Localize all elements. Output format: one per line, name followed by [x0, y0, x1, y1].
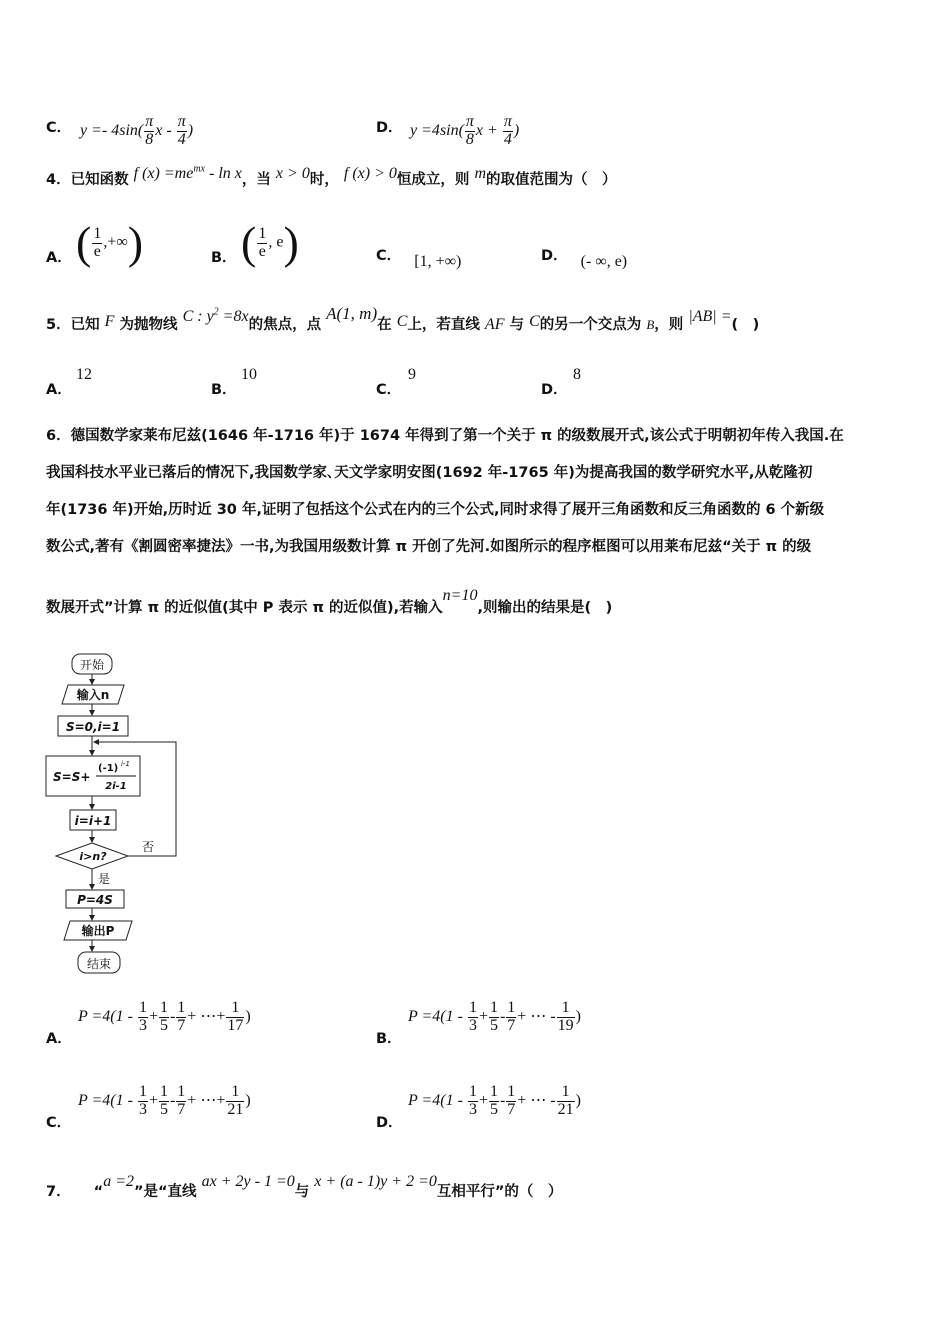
flow-compute-text: P=4S — [77, 893, 113, 907]
option-label: D． — [541, 382, 568, 398]
option-label: C． — [376, 382, 402, 398]
math-expression: P =4(1 - $\frac{1}{3}$ + $\frac{1}{5}$ - $\frac{1}{7}$ + ⋯+ $\frac{1}{21}$ ) — [78, 1083, 251, 1118]
math-expression: P =4(1 - $\frac{1}{3}$ + $\frac{1}{5}$ - $\frac{1}{7}$ + ⋯ - $\frac{1}{21}$ ) — [408, 1083, 581, 1118]
flow-assign-sup: i-1 — [121, 760, 130, 768]
option-label: C． — [46, 1115, 72, 1131]
option-label: B． — [211, 382, 237, 398]
flow-no-label: 否 — [142, 840, 155, 854]
flow-init-text: S=0,i=1 — [65, 720, 121, 734]
option-label: A． — [46, 382, 72, 398]
question-4-stem: 4．已知函数 f $(x) =me^{mx} - \ln x$，当 x > 0时， f (x) > 0恒成立，则 m的取值范围为（ ） — [46, 163, 617, 188]
math-expression: y =- 4sin( $\frac{\pi}{8}$ x - $\frac{\pi}{4}$ ) — [80, 113, 194, 148]
math-expression: (- ∞, e) — [580, 253, 628, 270]
q4-option-c[interactable] — [376, 244, 462, 270]
flow-start-text: 开始 — [79, 658, 105, 672]
flow-increment-text: i=i+1 — [74, 814, 112, 828]
option-label: A． — [46, 1031, 72, 1047]
option-label: D． — [376, 1115, 403, 1131]
option-value: 10 — [241, 366, 257, 383]
question-7-stem: 7． “a =2”是“直线 ax + 2y - 1 =0与 x + (a - 1)y + 2 =0互相平行”的（ ） — [46, 1173, 563, 1200]
flow-output-text: 输出P — [81, 924, 115, 938]
option-value: 9 — [408, 366, 416, 383]
option-value: 12 — [76, 366, 92, 383]
q6-line-2: 我国科技水平业已落后的情况下,我国数学家､天文学家明安图(1692 年-1765 年)为提高我国的数学研究水平,从乾隆初 — [46, 465, 813, 481]
option-label: D． — [376, 120, 403, 136]
q6-line-4: 数公式,著有《割圆密率捷法》一书,为我国用级数计算 π 开创了先河.如图所示的程序框图可以用莱布尼兹“关于 π 的级 — [46, 539, 812, 555]
question-5-stem: 5．已知 F 为抛物线 C : $y^2 =8x$的焦点，点 A(1, m)在 C上，若直线 AF 与 C的另一个交点为 B，则 |AB| =( ) — [46, 304, 760, 333]
flow-yes-label: 是 — [98, 872, 111, 886]
flow-end-text: 结束 — [86, 957, 112, 971]
program-flowchart — [40, 646, 190, 980]
option-label: A． — [46, 250, 72, 266]
option-label: B． — [376, 1031, 402, 1047]
option-label: C． — [376, 248, 402, 264]
q6-line-5: 数展开式”计算 π 的近似值(其中 P 表示 π 的近似值),若输入n=10,则输出的结果是( ) — [46, 587, 613, 616]
q4-option-d[interactable] — [541, 244, 628, 270]
q6-line-1: 6．德国数学家莱布尼兹(1646 年-1716 年)于 1674 年得到了第一个关于 π 的级数展开式,该公式于明朝初年传入我国.在 — [46, 428, 844, 444]
q4-option-b[interactable] — [211, 217, 351, 272]
q4-option-a[interactable] — [46, 217, 186, 272]
math-expression: ( $\frac{1}{e}$ , e) — [241, 217, 299, 268]
flow-assign-lhs: S=S+ — [53, 770, 91, 784]
flow-assign-den: 2i-1 — [105, 781, 127, 792]
math-expression: ( $\frac{1}{e}$ ,+∞) — [76, 217, 144, 268]
q6-line-3: 年(1736 年)开始,历时近 30 年,证明了包括这个公式在内的三个公式,同时求得了展开三角函数和反三角函数的 6 个新级 — [46, 502, 825, 518]
option-value: 8 — [573, 366, 581, 383]
option-label: D． — [541, 248, 568, 264]
option-label: B． — [211, 250, 237, 266]
flow-decision-text: i>n? — [79, 850, 107, 863]
math-expression: P =4(1 - $\frac{1}{3}$ + $\frac{1}{5}$ - $\frac{1}{7}$ + ⋯+ $\frac{1}{17}$ ) — [78, 999, 251, 1034]
math-expression: P =4(1 - $\frac{1}{3}$ + $\frac{1}{5}$ - $\frac{1}{7}$ + ⋯ - $\frac{1}{19}$ ) — [408, 999, 581, 1034]
option-label: C． — [46, 120, 72, 136]
flow-input-text: 输入n — [76, 688, 110, 702]
math-expression: [1, +∞) — [414, 253, 462, 270]
math-expression: y =4sin( $\frac{\pi}{8}$ x + $\frac{\pi}{4}$ ) — [410, 113, 520, 148]
flow-assign-num: (-1) — [98, 763, 119, 774]
